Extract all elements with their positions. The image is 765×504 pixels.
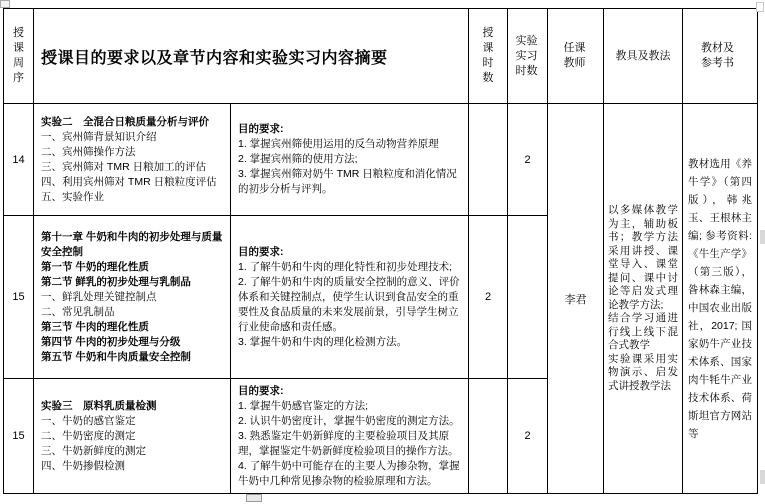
header-teacher-label: 任课教师 [563,42,586,69]
lab-hours-cell [508,379,548,494]
lecture-hours-cell [469,216,508,379]
chapter-outline-cell: 实验三 原料乳质量检测 一、牛奶的感官鉴定 二、牛奶密度的测定 三、牛奶新鲜度的测定 四、牛奶掺假检测 [34,379,231,494]
header-textbook-column [683,9,758,104]
chapter-outline-cell: 实验二 全混合日粮质量分析与评价 一、宾州筛背景知识介绍 二、宾州筛操作方法 三、宾州筛对 TMR 日粮加工的评估 四、利用宾州筛对 TMR 日粮粒度评估 五、实验作业 [34,104,231,216]
teacher-name: 李君 [564,293,587,306]
header-methods-column [604,9,683,104]
header-textbook-label: 教材及参考书 [701,42,734,69]
week-number-cell [4,104,34,216]
week-number-cell [4,216,34,379]
header-lab-hours-label: 实验实习时数 [515,34,538,77]
header-week-label: 授课周序 [13,27,24,84]
objectives-cell: 目的要求: 1. 掌握宾州筛使用运用的反刍动物营养原理 2. 掌握宾州筛的使用方法; 3. 掌握宾州筛对奶牛 TMR 日粮粒度和消化情况的初步分析与评判。 [231,104,469,216]
lab-hours-value: 2 [524,430,531,442]
header-content-label: 授课目的要求以及章节内容和实验实习内容摘要 [41,49,388,67]
week-number: 14 [12,153,25,166]
week-number-cell [4,379,34,494]
lecture-hours-cell [469,379,508,494]
header-week-column [4,9,34,104]
table-move-handle[interactable] [0,0,10,8]
header-teacher-column [548,9,604,104]
teacher-cell [548,104,604,494]
lab-hours-cell [508,216,548,379]
lab-hours-value: 2 [524,153,531,166]
objectives-cell: 目的要求: 1. 掌握牛奶感官鉴定的方法; 2. 认识牛奶密度计，掌握牛奶密度的测定方法。 3. 熟悉鉴定牛奶新鲜度的主要检验项目及其原理，掌握鉴定牛奶新鲜度检验项目的操作方法。 4. 了解牛奶中可能存在的主要人为掺杂物，掌握牛奶中几种常见掺杂物的检验原理和方法。 [231,379,469,494]
lecture-hours-value: 2 [484,291,492,303]
header-lecture-hours-label: 授课时数 [482,27,494,84]
syllabus-table [3,8,758,494]
scrollbar-fragment [760,470,765,484]
page-corner-mark [756,2,764,12]
header-lab-hours-column [508,9,548,104]
week-number: 15 [12,430,25,442]
teaching-methods-cell: 以多媒体教学为主，辅助板书；教学方法采用讲授、课堂导入、课堂提问、课中讨论等启发式理论教学方法; 结合学习通进行线上线下混合式教学 实验课采用实物演示、启发式讲授教学法 [604,104,683,494]
week-number: 15 [12,291,25,303]
header-methods-label: 教具及教法 [615,49,671,62]
lab-hours-cell [508,104,548,216]
lecture-hours-cell [469,104,508,216]
chapter-outline-cell: 第十一章 牛奶和牛肉的初步处理与质量安全控制 第一节 牛奶的理化性质 第二节 鲜乳的初步处理与乳制品 一、鲜乳处理关键控制点 二、常见乳制品 第三节 牛肉的理化性质 第四节 牛肉的初步处理与分级 第五节 牛奶和牛肉质量安全控制 [34,216,231,379]
textbook-references-cell: 教材选用《养牛学》（第四版），韩兆玉、王根林主编; 参考资料:《牛生产学》（第三版），昝林森主编，中国农业出版社，2017; 国家奶牛产业技术体系、国家肉牛牦牛产业技术体系、荷斯坦官方网站等 [683,104,758,494]
table-resize-handle[interactable] [246,494,262,502]
scrollbar-fragment [760,230,765,244]
header-content-column [34,9,469,104]
header-lecture-hours-column [469,9,508,104]
objectives-cell: 目的要求: 1. 了解牛奶和牛肉的理化特性和初步处理技术; 2. 了解牛奶和牛肉的质量安全控制的意义、评价体系和关键控制点，使学生认识到食品安全的重要性及食品质量的未来发展前景，引导学生树立行业使命感和责任感。 3. 掌握牛奶和牛肉的理化检测方法。 [231,216,469,379]
